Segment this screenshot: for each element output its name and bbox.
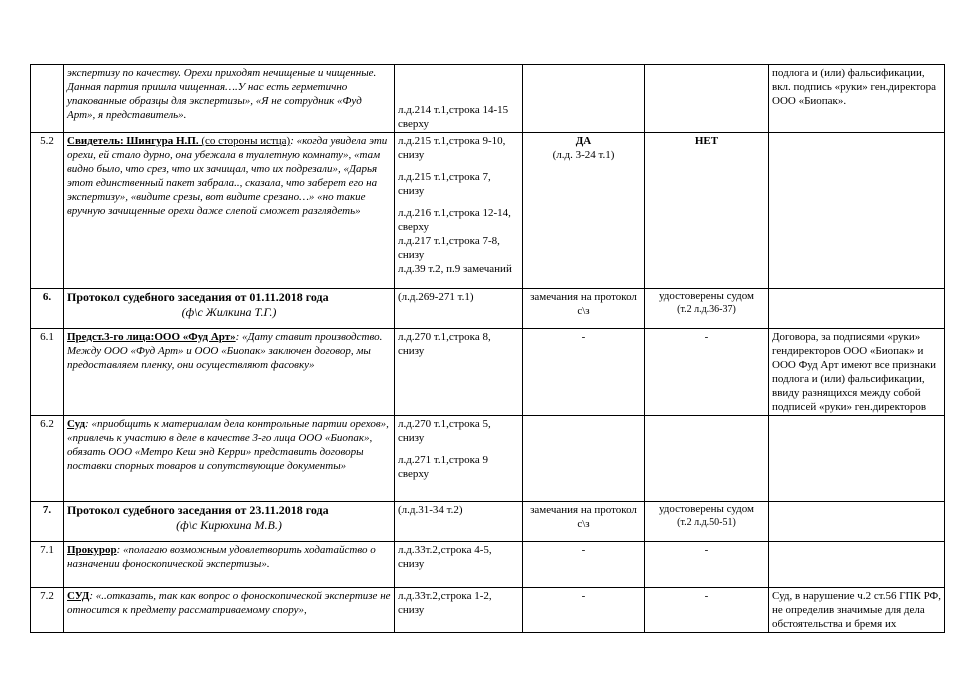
reference-cell bbox=[395, 542, 523, 588]
reference-cell bbox=[395, 133, 523, 289]
row-number: 7.1 bbox=[31, 542, 64, 588]
protocol-title-cell bbox=[64, 502, 395, 542]
certified-cell bbox=[645, 133, 769, 289]
row-number: 7.2 bbox=[31, 588, 64, 633]
reference-cell bbox=[395, 588, 523, 633]
reference-text: л.д.216 т.1,строка 12-14, сверху bbox=[398, 207, 511, 233]
remarks-text: замечания на протокол с\з bbox=[530, 504, 637, 530]
notes-cell bbox=[769, 133, 945, 289]
table-row bbox=[31, 289, 945, 329]
certified-reference: (т.2 л.д.50-51) bbox=[677, 517, 736, 528]
quote-cell bbox=[64, 133, 395, 289]
notes-cell bbox=[769, 289, 945, 329]
remarks-text: - bbox=[581, 544, 586, 556]
speaker-label: Предст.3-го лица:ООО «Фуд Арт» bbox=[67, 331, 236, 343]
quote-text: : «Дату ставит производство. Между ООО «Фуд Арт» и ООО «Биопак» заключен договор, мы предоставляем пленку, они осуществляют фасовку» bbox=[67, 331, 383, 371]
speaker-note: (со стороны истца) bbox=[198, 135, 291, 147]
row-number: 5.2 bbox=[31, 133, 64, 289]
reference-text: л.д.217 т.1,строка 7-8, снизу bbox=[398, 235, 500, 261]
remarks-cell bbox=[523, 65, 645, 133]
remarks-cell bbox=[523, 542, 645, 588]
quote-cell bbox=[64, 65, 395, 133]
certified-text: удостоверены судом bbox=[658, 503, 755, 515]
remarks-cell bbox=[523, 416, 645, 502]
remarks-cell bbox=[523, 588, 645, 633]
table-row bbox=[31, 65, 945, 133]
table-row bbox=[31, 416, 945, 502]
reference-text: л.д.39 т.2, п.9 замечаний bbox=[398, 263, 512, 275]
notes-cell bbox=[769, 416, 945, 502]
certified-reference: (т.2 л.д.36-37) bbox=[677, 304, 736, 315]
certified-cell bbox=[645, 416, 769, 502]
certified-text: - bbox=[704, 331, 709, 343]
quote-text: экспертизу по качеству. Орехи приходят нечищеные и чищенные. Данная партия пришла чищенная….У нас есть герметично упакованные образцы для экспертизы», «Я не сотрудник «Фуд Арт», я представитель». bbox=[67, 67, 377, 121]
certified-cell bbox=[645, 289, 769, 329]
remarks-text: - bbox=[581, 331, 586, 343]
notes-cell bbox=[769, 588, 945, 633]
reference-text: л.д.270 т.1,строка 5, снизу bbox=[398, 418, 491, 444]
table-row bbox=[31, 542, 945, 588]
reference-text: (л.д.31-34 т.2) bbox=[398, 504, 463, 516]
protocol-table bbox=[30, 64, 945, 633]
notes-text: Договора, за подписями «руки» гендиректоров ООО «Биопак» и ООО Фуд Арт имеют все признаки подлога и (или) фальсификации, ввиду разнящихся между собой подписей «руки» ген.директоров bbox=[772, 331, 937, 413]
protocol-clerk: (ф\с Кирюхина М.В.) bbox=[176, 518, 282, 532]
remarks-text: замечания на протокол с\з bbox=[530, 291, 637, 317]
remarks-text: - bbox=[581, 590, 586, 602]
quote-cell bbox=[64, 329, 395, 416]
speaker-label: Суд bbox=[67, 418, 86, 430]
table-row bbox=[31, 133, 945, 289]
speaker-label: Свидетель: Шингура Н.П. bbox=[67, 135, 199, 147]
reference-text: (л.д.269-271 т.1) bbox=[398, 291, 474, 303]
notes-cell bbox=[769, 502, 945, 542]
row-number: 6.1 bbox=[31, 329, 64, 416]
certified-answer: НЕТ bbox=[694, 135, 719, 147]
reference-cell bbox=[395, 502, 523, 542]
notes-text: подлога и (или) фальсификации, вкл. подпись «руки» ген.директора ООО «Биопак». bbox=[772, 67, 936, 107]
reference-text: л.д.33т.2,строка 1-2, снизу bbox=[398, 590, 492, 616]
remarks-cell bbox=[523, 329, 645, 416]
protocol-clerk: (ф\с Жилкина Т.Г.) bbox=[181, 305, 277, 319]
remarks-answer: ДА bbox=[575, 135, 592, 147]
notes-text: Суд, в нарушение ч.2 ст.56 ГПК РФ, не определив значимые для дела обстоятельства и бремя их bbox=[772, 590, 941, 630]
quote-text: : «полагаю возможным удовлетворить ходатайство о назначении фоноскопической экспертизы». bbox=[67, 544, 376, 570]
certified-text: удостоверены судом bbox=[658, 290, 755, 302]
row-number: 6. bbox=[31, 289, 64, 329]
notes-cell bbox=[769, 65, 945, 133]
reference-text: л.д.215 т.1,строка 7, снизу bbox=[398, 171, 491, 197]
certified-cell bbox=[645, 588, 769, 633]
reference-text: л.д.215 т.1,строка 9-10, снизу bbox=[398, 135, 506, 161]
reference-cell bbox=[395, 329, 523, 416]
row-number: 7. bbox=[31, 502, 64, 542]
table-row bbox=[31, 329, 945, 416]
certified-cell bbox=[645, 542, 769, 588]
reference-text: л.д.33т.2,строка 4-5, снизу bbox=[398, 544, 492, 570]
protocol-title: Протокол судебного заседания от 01.11.2018 года bbox=[67, 290, 329, 304]
certified-cell bbox=[645, 502, 769, 542]
notes-cell bbox=[769, 329, 945, 416]
remarks-cell bbox=[523, 502, 645, 542]
row-number bbox=[31, 65, 64, 133]
remarks-cell bbox=[523, 133, 645, 289]
certified-text: - bbox=[704, 544, 709, 556]
speaker-label: СУД bbox=[67, 590, 90, 602]
certified-cell bbox=[645, 329, 769, 416]
reference-text: л.д.214 т.1,строка 14-15 сверху bbox=[398, 104, 509, 130]
quote-cell bbox=[64, 416, 395, 502]
remarks-cell bbox=[523, 289, 645, 329]
quote-cell bbox=[64, 588, 395, 633]
notes-cell bbox=[769, 542, 945, 588]
certified-text: - bbox=[704, 590, 709, 602]
quote-text: : «когда увидела эти орехи, ей стало дурно, она убежала в туалетную комнату», «там видно было, что срез, что их зачищал, что их подрезали», «Дарья этот единственный пакет забрала.., сказала, что заберет его на экспертизу», «видите срезы, вот видите срезано…» «но такие вручную зачищенные орехи даже слепой сможет разглядеть» bbox=[67, 135, 388, 217]
quote-text: : «приобщить к материалам дела контрольные партии орехов», «привлечь к участию в деле в качестве 3-го лица ООО «Биопак», обязать ООО «Метро Кеш энд Керри» представить договоры поставки спорных товаров и сопутствующие документы» bbox=[67, 418, 389, 472]
table-row bbox=[31, 588, 945, 633]
table-row bbox=[31, 502, 945, 542]
reference-cell bbox=[395, 416, 523, 502]
quote-text: : «..отказать, так как вопрос о фоноскопической экспертизе не относится к предмету рассматриваемому спору», bbox=[67, 590, 391, 616]
speaker-label: Прокурор bbox=[67, 544, 117, 556]
protocol-title-cell bbox=[64, 289, 395, 329]
certified-cell bbox=[645, 65, 769, 133]
row-number: 6.2 bbox=[31, 416, 64, 502]
reference-text: л.д.270 т.1,строка 8, снизу bbox=[398, 331, 491, 357]
reference-cell bbox=[395, 65, 523, 133]
quote-cell bbox=[64, 542, 395, 588]
reference-cell bbox=[395, 289, 523, 329]
remarks-reference: (л.д. 3-24 т.1) bbox=[552, 149, 615, 161]
reference-text: л.д.271 т.1,строка 9 сверху bbox=[398, 454, 488, 480]
protocol-title: Протокол судебного заседания от 23.11.2018 года bbox=[67, 503, 329, 517]
